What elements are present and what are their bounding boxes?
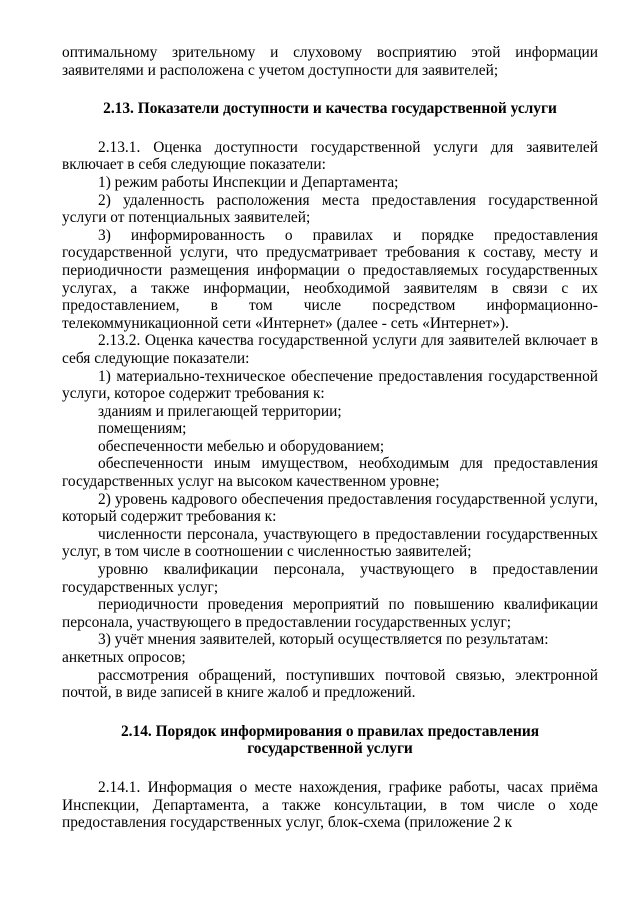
list-item: уровню квалификации персонала, участвующего в предоставлении государственных услуг; — [62, 561, 598, 596]
list-item: обеспеченности иным имуществом, необходимым для предоставления государственных услуг на высоком качественном уровне; — [62, 455, 598, 491]
list-item: периодичности проведения мероприятий по повышению квалификации персонала, участвующего в предоставлении государственных услуг; — [62, 596, 598, 631]
list-item: помещениям; — [98, 420, 187, 438]
list-item: 1) материально-техническое обеспечение предоставления государственной услуги, которое содержит требования к: — [62, 367, 598, 403]
paragraph-2-14-1: 2.14.1. Информация о месте нахождения, графике работы, часах приёма Инспекции, Департамента, а также консультации, в том числе о ходе предоставления государственных услуг, блок-схема (приложение 2 к — [62, 778, 598, 832]
list-item: 2) уровень кадрового обеспечения предоставления государственной услуги, который содержит требования к: — [62, 490, 598, 526]
section-2-13-heading: 2.13. Показатели доступности и качества государственной услуги — [103, 100, 557, 118]
paragraph-2-13-2: 2.13.2. Оценка качества государственной услуги для заявителей включает в себя следующие показатели: — [62, 332, 598, 367]
list-item: обеспеченности мебелью и оборудованием; — [98, 437, 385, 455]
intro-paragraph: оптимальному зрительному и слуховому восприятию этой информации заявителями и расположена с учетом доступности для заявителей; — [62, 44, 598, 79]
paragraph-2-13-1: 2.13.1. Оценка доступности государственной услуги для заявителей включает в себя следующие показатели: — [62, 138, 598, 174]
list-item: 3) информированность о правилах и порядке предоставления государственной услуги, что предусматривает требования к составу, месту и периодичности размещения информации о предоставляемых государственных услугах, а также информации, необходимой заявителям в связи с их предоставлением, в том числе посредством информационно-телекоммуникационной сети «Интернет» (далее - сеть «Интернет»). — [62, 226, 598, 332]
section-2-14-heading: 2.14. Порядок информирования о правилах предоставления государственной услуги — [120, 722, 540, 758]
list-item: анкетных опросов; — [62, 649, 186, 666]
list-item: 2) удаленность расположения места предоставления государственной услуги от потенциальных заявителей; — [62, 191, 598, 227]
list-item: 1) режим работы Инспекции и Департамента; — [98, 173, 399, 191]
document-page — [62, 44, 598, 832]
list-item: 3) учёт мнения заявителей, который осуществляется по результатам: — [98, 631, 549, 649]
list-item: рассмотрения обращений, поступивших почтовой связью, электронной почтой, в виде записей в книге жалоб и предложений. — [62, 666, 598, 702]
list-item: численности персонала, участвующего в предоставлении государственных услуг, в том числе в соотношении с численностью заявителей; — [62, 525, 598, 561]
list-item: зданиям и прилегающей территории; — [98, 402, 342, 420]
